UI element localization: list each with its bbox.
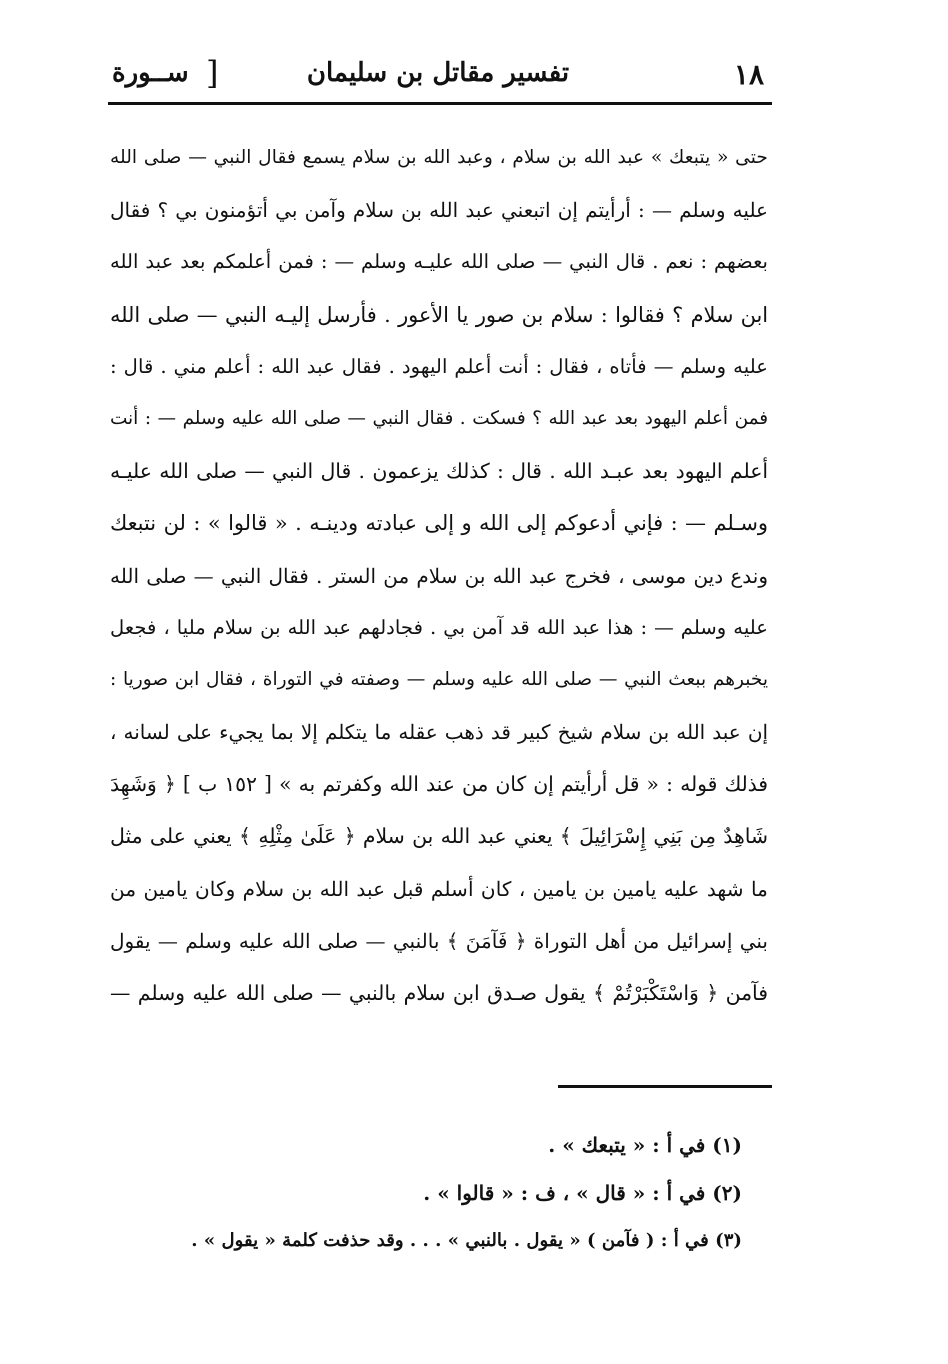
body-line: عليه وسلم — : أرأيتم إن اتبعني عبد الله بن سلام وآمن بي أتؤمنون بي ؟ فقال	[110, 198, 768, 223]
body-line: وسـلم — : فإني أدعوكم إلى الله و إلى عبادته ودينـه . « قالوا » : لن نتبعك	[110, 511, 768, 536]
running-header	[108, 52, 768, 98]
header-rule	[108, 102, 772, 105]
surah-bracket: [	[206, 54, 219, 92]
page-number: ١٨	[733, 58, 764, 91]
footnotes	[180, 1122, 742, 1266]
footnote: (٣) في أ : ( فآمن ) « يقول . بالنبي » . . . وقد حذفت كلمة « يقول » .	[191, 1230, 742, 1251]
body-line: أعلم اليهود بعد عبـد الله . قال : كذلك يزعمون . قال النبي — صلى الله عليـه	[110, 459, 768, 484]
body-line: فمن أعلم اليهود بعد عبد الله ؟ فسكت . فقال النبي — صلى الله عليه وسلم — : أنت	[110, 407, 768, 429]
body-line: ما شهد عليه يامين بن يامين ، كان أسلم قبل عبد الله بن سلام وكان يامين من	[110, 876, 768, 901]
body-text	[110, 132, 768, 1019]
body-line: شَاهِدٌ مِن بَنِي إِسْرَائِيلَ ﴾ يعني عبد الله بن سلام ﴿ عَلَىٰ مِثْلِهِ ﴾ يعني على مثل	[110, 824, 768, 849]
body-line: يخبرهم ببعث النبي — صلى الله عليه وسلم — وصفته في التوراة ، فقال ابن صوريا :	[110, 668, 768, 690]
body-line: بعضهم : نعم . قال النبي — صلى الله عليـه وسلم — : فمن أعلمكم بعد عبد الله	[110, 250, 768, 274]
body-line: عليه وسلم — فأتاه ، فقال : أنت أعلم اليهود . فقال عبد الله : أعلم مني . قال :	[110, 354, 768, 378]
body-line: وندع دين موسى ، فخرج عبد الله بن سلام من الستر . فقال النبي — صلى الله	[110, 563, 768, 588]
body-line: فذلك قوله : « قل أرأيتم إن كان من عند الله وكفرتم به » [ ١٥٢ ب ] ﴿ وَشَهِدَ	[110, 772, 768, 797]
body-line: بني إسرائيل من أهل التوراة ﴿ فَآمَنَ ﴾ بالنبي — صلى الله عليه وسلم — يقول	[110, 928, 768, 953]
running-title: تفسير مقاتل بن سليمان	[306, 58, 570, 88]
body-line: عليه وسلم — : هذا عبد الله قد آمن بي . فجادلهم عبد الله بن سلام مليا ، فجعل	[110, 615, 768, 639]
footnote-rule	[558, 1085, 772, 1088]
footnote: (٢) في أ : « قال » ، ف : « قالوا » .	[423, 1181, 742, 1205]
body-line: ابن سلام ؟ فقالوا : سلام بن صور يا الأعور . فأرسل إليـه النبي — صلى الله	[110, 302, 768, 327]
body-line: إن عبد الله بن سلام شيخ كبير قد ذهب عقله ما يتكلم إلا بما يجيء على لسانه ،	[110, 720, 768, 745]
footnote: (١) في أ : « يتبعك » .	[548, 1133, 742, 1157]
body-line: حتى « يتبعك » عبد الله بن سلام ، وعبد الله بن سلام يسمع فقال النبي — صلى الله	[110, 147, 768, 168]
body-line: فآمن ﴿ وَاسْتَكْبَرْتُمْ ﴾ يقول صـدق ابن سلام بالنبي — صلى الله عليه وسلم —	[110, 981, 768, 1005]
surah-label: ســورة	[112, 58, 189, 88]
